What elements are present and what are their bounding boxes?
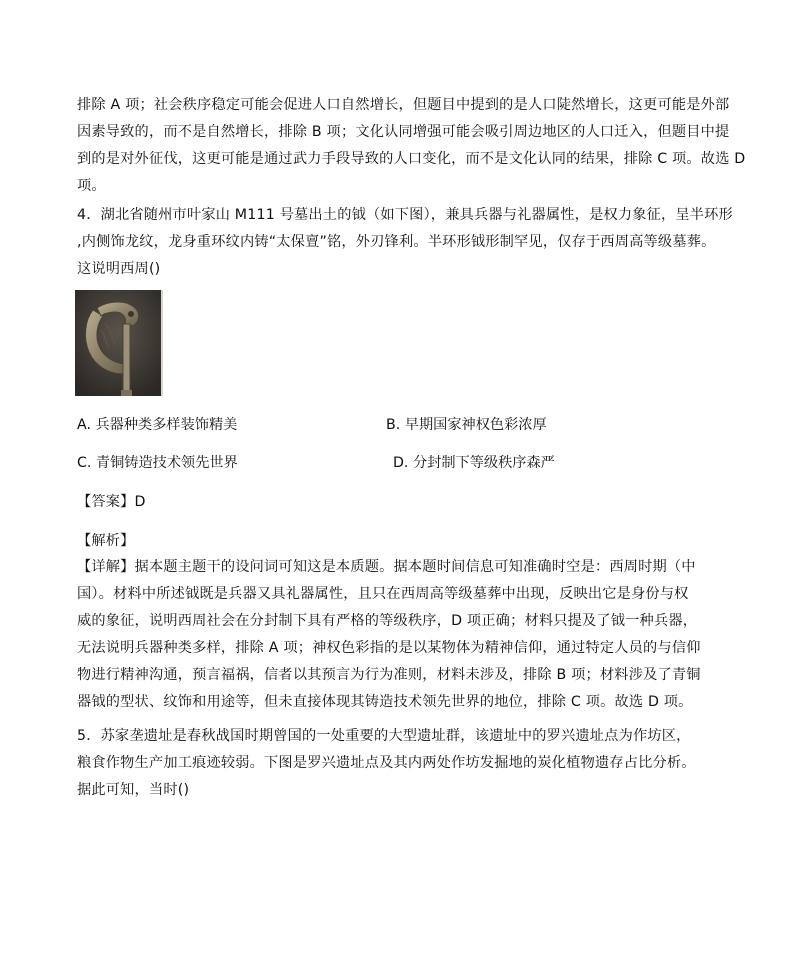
q4-stem-line-1: 4．湖北省随州市叶家山 M111 号墓出土的钺（如下图），兼具兵器与礼器属性，是权力象征，呈半环形 bbox=[77, 207, 733, 223]
q4-option-a: A. 兵器种类多样装饰精美 bbox=[77, 417, 238, 433]
prev-analysis-line-3: 到的是对外征伐，这更可能是通过武力手段导致的人口变化，而不是文化认同的结果，排除 C 项。故选 D bbox=[77, 151, 746, 167]
q4-option-d: D. 分封制下等级秩序森严 bbox=[393, 455, 555, 471]
q4-analysis-line-2: 国）。材料中所述钺既是兵器又具礼器属性，且只在西周高等级墓葬中出现，反映出它是身份与权 bbox=[77, 586, 689, 602]
q5-stem-line-3: 据此可知，当时() bbox=[77, 782, 190, 798]
prev-analysis-line-1: 排除 A 项；社会秩序稳定可能会促进人口自然增长，但题目中提到的是人口陡然增长，这更可能是外部 bbox=[77, 97, 730, 113]
bronze-yue-image bbox=[75, 290, 161, 396]
q4-analysis-line-3: 威的象征，说明西周社会在分封制下具有严格的等级秩序，D 项正确；材料只提及了钺一种兵器， bbox=[77, 613, 698, 629]
q4-option-c: C. 青铜铸造技术领先世界 bbox=[77, 455, 238, 471]
prev-analysis-line-4: 项。 bbox=[77, 178, 106, 194]
q4-option-b: B. 早期国家神权色彩浓厚 bbox=[386, 417, 547, 433]
q4-answer: 【答案】D bbox=[77, 494, 146, 510]
q5-stem-line-1: 5．苏家垄遗址是春秋战国时期曾国的一处重要的大型遗址群，该遗址中的罗兴遗址点为作坊区， bbox=[77, 728, 691, 744]
q5-stem-line-2: 粮食作物生产加工痕迹较弱。下图是罗兴遗址点及其内两处作坊发掘地的炭化植物遗存占比分析。 bbox=[77, 755, 696, 771]
q4-analysis-line-4: 无法说明兵器种类多样，排除 A 项；神权色彩指的是以某物体为精神信仰，通过特定人员的与信仰 bbox=[77, 640, 701, 656]
prev-analysis-line-2: 因素导致的，而不是自然增长，排除 B 项；文化认同增强可能会吸引周边地区的人口迁入，但题目中提 bbox=[77, 124, 730, 140]
q4-analysis-line-5: 物进行精神沟通，预言福祸，信者以其预言为行为准则，材料未涉及，排除 B 项；材料涉及了青铜 bbox=[77, 667, 701, 683]
q4-analysis-line-1: 【详解】据本题主题干的设问词可知这是本质题。据本题时间信息可知准确时空是：西周时期（中 bbox=[77, 559, 696, 575]
bronze-yue-photo bbox=[75, 290, 163, 396]
q4-stem-line-2: ,内侧饰龙纹，龙身重环纹内铸“太保亶”铭，外刃锋利。半环形钺形制罕见，仅存于西周高等级墓葬。 bbox=[77, 234, 716, 250]
q4-analysis-line-6: 器钺的型状、纹饰和用途等，但未直接体现其铸造技术领先世界的地位，排除 C 项。故选 D 项。 bbox=[77, 694, 693, 710]
q4-analysis-title: 【解析】 bbox=[77, 533, 135, 549]
q4-stem-line-3: 这说明西周() bbox=[77, 261, 161, 277]
